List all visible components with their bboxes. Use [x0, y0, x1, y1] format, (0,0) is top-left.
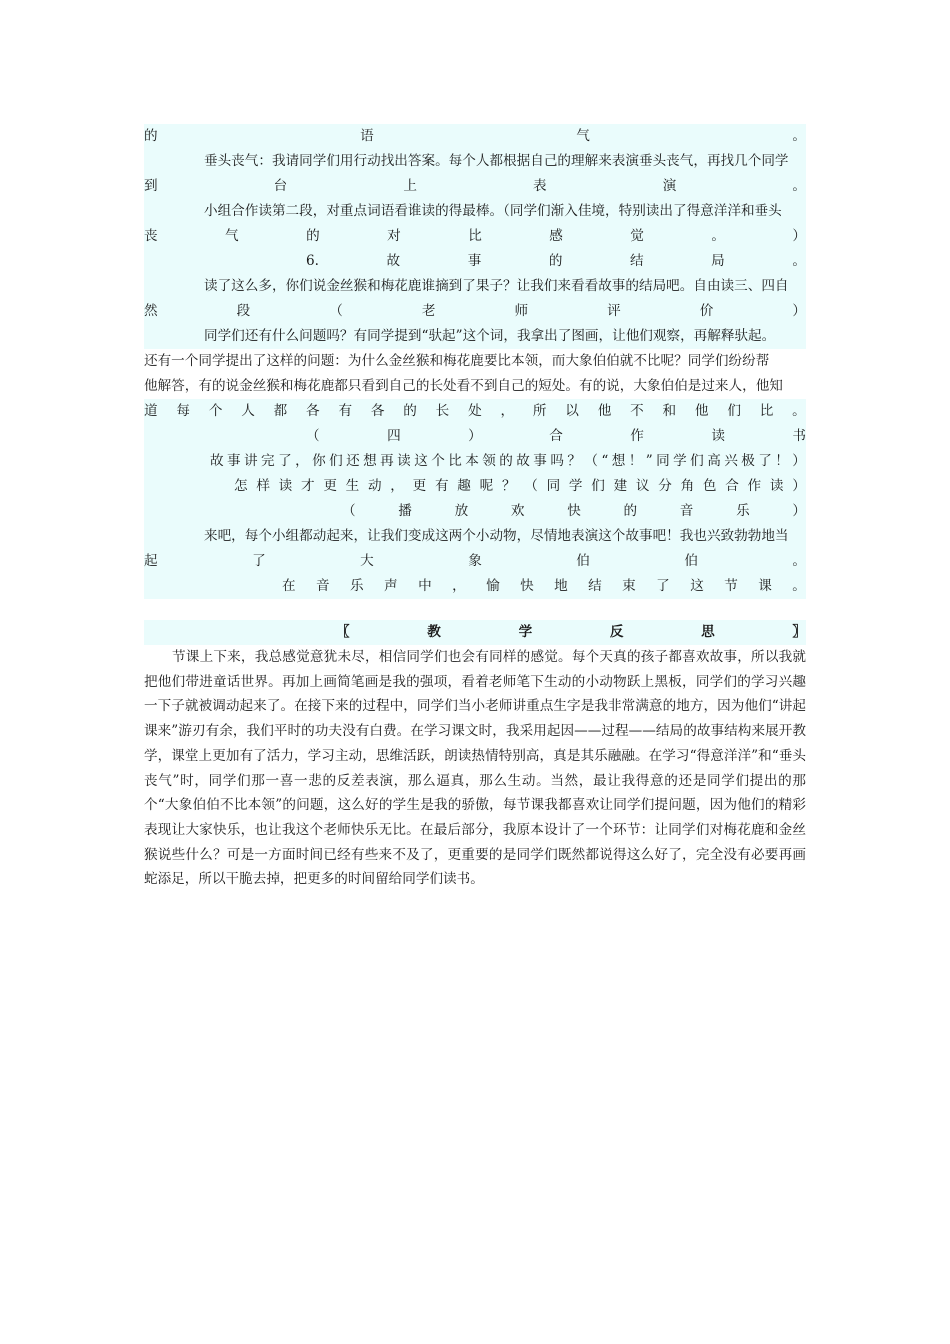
- text-char: 的: [499, 453, 513, 469]
- text-char: （: [584, 453, 598, 469]
- text-char: 事: [227, 453, 241, 469]
- text-char: （: [342, 503, 356, 519]
- line-3: [144, 174, 806, 199]
- text-char: 播: [398, 503, 412, 519]
- text-char: 故: [210, 453, 224, 469]
- text-char: 事: [533, 453, 547, 469]
- text-char: 色: [702, 478, 717, 494]
- text-char: 各: [306, 403, 320, 419]
- text-char: 丧: [144, 228, 158, 244]
- text-char: 这: [414, 453, 428, 469]
- text-char: 觉: [630, 228, 644, 244]
- text-char: 有: [434, 478, 449, 494]
- line-12: [144, 399, 806, 424]
- text-char: ）: [792, 478, 806, 494]
- text-char: 老: [421, 303, 436, 319]
- text-char: 故: [516, 453, 530, 469]
- line-8: [144, 299, 806, 324]
- text-char: ，: [500, 403, 515, 419]
- text-char: 乐: [736, 503, 750, 519]
- text-char: 读: [769, 478, 784, 494]
- text-char: 你: [312, 453, 326, 469]
- line-14: [144, 449, 806, 474]
- text-char: 合: [549, 428, 563, 444]
- text-char: 们: [329, 453, 343, 469]
- text-char: 个: [208, 403, 223, 419]
- text-char: 学: [518, 624, 533, 640]
- text-char: 都: [273, 403, 288, 419]
- text-char: 作: [747, 478, 762, 494]
- text-char: 个: [431, 453, 445, 469]
- text-char: 课: [758, 578, 772, 594]
- text-char: 呢: [479, 478, 494, 494]
- text-char: 师: [514, 303, 529, 319]
- text-char: 声: [384, 578, 398, 594]
- text-char: 读: [397, 453, 411, 469]
- text-char: 欢: [510, 503, 525, 519]
- text-char: ，: [390, 478, 404, 494]
- text-char: 台: [273, 178, 288, 194]
- line-2: 垂头丧气：我请同学们用行动找出答案。每个人都根据自己的理解来表演垂头丧气，再找几个同学: [144, 149, 806, 174]
- text-char: 想: [611, 453, 626, 469]
- text-char: 作: [630, 428, 644, 444]
- line-17: 来吧，每个小组都动起来，让我们变成这两个小动物，尽情地表演这个故事吧！我也兴致勃勃地当: [144, 524, 806, 549]
- reflection-heading: [144, 620, 806, 645]
- line-6: [144, 249, 806, 274]
- line-15: [144, 474, 806, 499]
- text-char: 起: [144, 553, 158, 569]
- text-char: 长: [435, 403, 450, 419]
- text-char: 怎: [234, 478, 248, 494]
- text-char: 书: [792, 428, 806, 444]
- text-char: 束: [622, 578, 636, 594]
- text-char: 以: [565, 403, 579, 419]
- text-char: 伯: [684, 553, 698, 569]
- text-char: 局: [711, 253, 725, 269]
- text-char: 处: [468, 403, 482, 419]
- text-char: 比: [468, 228, 482, 244]
- text-char: 们: [727, 403, 741, 419]
- text-char: 。: [711, 228, 725, 244]
- text-char: 气: [225, 228, 239, 244]
- text-char: （: [306, 428, 320, 444]
- text-char: 们: [591, 478, 605, 494]
- text-char: 表: [533, 178, 547, 194]
- text-char: 同: [656, 453, 670, 469]
- text-char: 学: [673, 453, 687, 469]
- text-char: 了: [758, 453, 772, 469]
- text-char: 所: [532, 403, 547, 419]
- text-char: 比: [759, 403, 774, 419]
- text-char: ，: [452, 578, 466, 594]
- text-char: 的: [623, 503, 638, 519]
- text-char: ？: [567, 453, 581, 469]
- text-char: 才: [300, 478, 315, 494]
- text-char: 的: [306, 228, 320, 244]
- text-char: 。: [792, 178, 806, 194]
- text-char: 6.: [306, 253, 319, 269]
- text-char: 本: [465, 453, 479, 469]
- text-char: 吗: [550, 453, 564, 469]
- text-char: 到: [144, 178, 158, 194]
- text-char: 各: [370, 403, 385, 419]
- text-char: 他: [694, 403, 709, 419]
- text-char: 的: [548, 253, 563, 269]
- text-char: 兴: [724, 453, 738, 469]
- text-char: 趣: [457, 478, 471, 494]
- text-char: 事: [467, 253, 482, 269]
- text-char: 领: [482, 453, 496, 469]
- text-char: （: [329, 303, 343, 319]
- line-7: 读了这么多，你们说金丝猴和梅花鹿谁摘到了果子？让我们来看看故事的结局吧。自由读三、四自: [144, 274, 806, 299]
- text-char: 感: [549, 228, 563, 244]
- text-char: 对: [387, 228, 401, 244]
- text-char: 伯: [576, 553, 590, 569]
- text-char: 故: [386, 253, 401, 269]
- text-char: 们: [690, 453, 704, 469]
- text-char: ？: [501, 478, 516, 494]
- text-char: 〖: [336, 624, 350, 640]
- text-char: 分: [658, 478, 672, 494]
- text-char: 快: [567, 503, 581, 519]
- text-char: 反: [609, 624, 624, 640]
- text-char: 动: [367, 478, 382, 494]
- text-char: 的: [144, 128, 158, 144]
- text-char: 这: [690, 578, 704, 594]
- text-char: 极: [741, 453, 755, 469]
- text-char: 结: [630, 253, 644, 269]
- text-char: 想: [363, 453, 377, 469]
- text-char: 音: [679, 503, 694, 519]
- line-19: [144, 574, 806, 599]
- text-char: 节: [724, 578, 738, 594]
- text-char: 演: [662, 178, 677, 194]
- text-char: 生: [345, 478, 360, 494]
- text-char: 高: [707, 453, 721, 469]
- text-char: 地: [554, 578, 568, 594]
- text-char: 结: [588, 578, 602, 594]
- line-4: 小组合作读第二段，对重点词语看谁读的得最棒。（同学们渐入佳境，特别读出了得意洋洋和垂头: [144, 199, 806, 224]
- text-char: 再: [380, 453, 394, 469]
- text-char: 乐: [350, 578, 364, 594]
- text-char: 和: [662, 403, 677, 419]
- text-char: 样: [256, 478, 270, 494]
- text-char: 更: [412, 478, 427, 494]
- text-char: 人: [241, 403, 255, 419]
- text-char: 议: [635, 478, 650, 494]
- text-char: 四: [387, 428, 401, 444]
- text-char: 更: [323, 478, 337, 494]
- text-char: 了: [278, 453, 292, 469]
- text-char: 大: [360, 553, 374, 569]
- text-char: 价: [699, 303, 714, 319]
- text-char: 快: [520, 578, 534, 594]
- text-char: 完: [261, 453, 275, 469]
- text-char: 在: [282, 578, 296, 594]
- line-9: 同学们还有什么问题吗？有同学提到“驮起”这个词，我拿出了图画，让他们观察，再解释驮起。: [144, 324, 806, 349]
- text-char: 思: [701, 624, 715, 640]
- text-char: 讲: [244, 453, 258, 469]
- text-char: ！: [775, 453, 789, 469]
- text-char: 评: [607, 303, 621, 319]
- text-char: 愉: [486, 578, 500, 594]
- text-char: （: [524, 478, 538, 494]
- text-char: 放: [454, 503, 469, 519]
- text-char: 角: [680, 478, 695, 494]
- reflection-paragraph: 节课上下来，我总感觉意犹未尽，相信同学们也会有同样的感觉。每个天真的孩子都喜欢故事，所以我就把他们带进童话世界。再加上画简笔画是我的强项，看着老师笔下生动的小动物跃上黑板，同学们的学习兴趣一下子就被调动起来了。在接下来的过程中，同学们当小老师讲重点生字是我非常满意的地方，因为他们“讲起课来”游刃有余，我们平时的功夫没有白费。在学习课文时，我采用起因——过程——结局的故事结构来展开教学，课堂上更加有了活力，学习主动，思维活跃，朗读热情特别高，真是其乐融融。在学习“得意洋洋”和“垂头丧气”时，同学们那一喜一悲的反差表演，那么逼真，那么生动。当然，最让我得意的还是同学们提出的那个“大象伯伯不比本领”的问题，这么好的学生是我的骄傲，每节课我都喜欢让同学们提问题，因为他们的精彩表现让大家快乐，也让我这个老师快乐无比。在最后部分，我原本设计了一个环节：让同学们对梅花鹿和金丝猴说些什么？可是一方面时间已经有些来不及了，更重要的是同学们既然都说得这么好了，完全没有必要再画蛇添足，所以干脆去掉，把更多的时间留给同学们读书。: [144, 649, 806, 888]
- text-char: 道: [144, 403, 158, 419]
- text-char: ，: [295, 453, 309, 469]
- line-18: [144, 549, 806, 574]
- text-char: 语: [360, 128, 374, 144]
- text-char: 学: [568, 478, 583, 494]
- text-char: 段: [236, 303, 251, 319]
- text-char: 合: [725, 478, 739, 494]
- line-11: 他解答，有的说金丝猴和梅花鹿都只看到自己的长处看不到自己的短处。有的说，大象伯伯是过来人，他知: [144, 378, 783, 394]
- text-char: 教: [427, 624, 441, 640]
- text-char: “: [601, 453, 609, 469]
- text-char: 。: [792, 403, 806, 419]
- text-char: 〗: [792, 624, 806, 640]
- text-char: ）: [792, 453, 806, 469]
- text-char: 然: [144, 303, 158, 319]
- text-char: 建: [613, 478, 628, 494]
- line-13: [144, 424, 806, 449]
- text-char: 读: [711, 428, 725, 444]
- text-char: 音: [316, 578, 330, 594]
- text-char: ）: [792, 303, 806, 319]
- line-16: [144, 499, 806, 524]
- text-char: 比: [448, 453, 462, 469]
- text-char: 还: [346, 453, 360, 469]
- text-char: 他: [597, 403, 612, 419]
- line-10: 还有一个同学提出了这样的问题：为什么金丝猴和梅花鹿要比本领，而大象伯伯就不比呢？同学们纷纷帮: [144, 353, 770, 369]
- text-char: 有: [338, 403, 353, 419]
- text-char: ）: [792, 228, 806, 244]
- text-char: ！: [628, 453, 643, 469]
- line-1: [144, 124, 806, 149]
- text-char: 的: [403, 403, 417, 419]
- text-char: 。: [792, 578, 806, 594]
- text-char: ）: [792, 503, 806, 519]
- text-char: 象: [468, 553, 482, 569]
- text-char: 读: [278, 478, 293, 494]
- text-char: 气: [576, 128, 590, 144]
- text-char: 每: [176, 403, 190, 419]
- line-5: [144, 224, 806, 249]
- text-char: 同: [546, 478, 561, 494]
- text-char: ”: [645, 453, 653, 469]
- text-char: 中: [418, 578, 432, 594]
- lesson-text: [144, 124, 806, 599]
- text-char: 了: [252, 553, 266, 569]
- text-char: 了: [656, 578, 670, 594]
- reflection-section: [144, 620, 806, 892]
- text-char: 上: [403, 178, 417, 194]
- text-char: ）: [468, 428, 482, 444]
- text-char: 。: [792, 253, 806, 269]
- text-char: 。: [792, 128, 806, 144]
- text-char: 不: [630, 403, 644, 419]
- text-char: 。: [792, 553, 806, 569]
